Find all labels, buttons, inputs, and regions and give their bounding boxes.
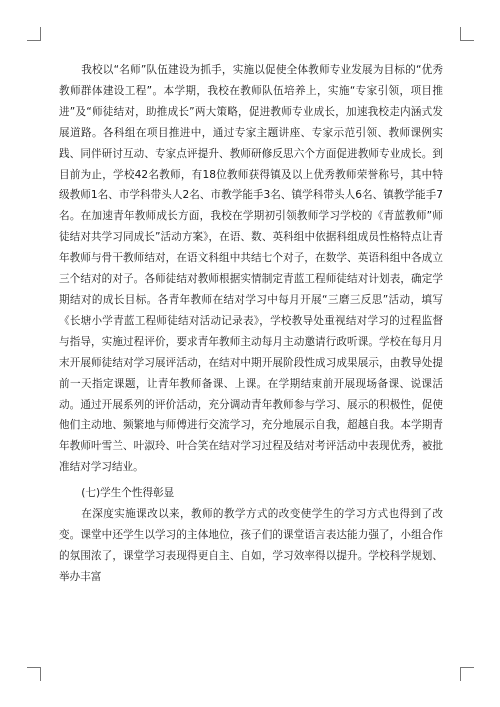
body-paragraph: 在深度实施课改以来，教师的教学方式的改变使学生的学习方式也得到了改变。课堂中还学生以学习的主体地位，孩子们的课堂语言表达能力强了，小组合作的氛围浓了，课堂学习表现得更自主、自如，学习效率得以提升。学校科学规划、举办丰富 [59,508,443,583]
section-heading: (七)学生个性得彰显 [81,487,175,500]
crop-mark-bottom-right [460,667,474,681]
body-paragraph: 我校以“名师”队伍建设为抓手，实施以促使全体教师专业发展为目标的“优秀教师群体建设工程”。本学期，我校在教师队伍培养上，实施“专家引领，项目推进”及“师徒结对，助推成长”两大策略，促进教师专业成长，加速我校走内涵式发展道路。各科组在项目推进中，通过专家主题讲座、专家示范引领、教师课例实践、同伴研讨互动、专家点评提升、教师研修反思六个方面促进教师专业成长。到目前为止，学校42名教师，有18位教师获得镇及以上优秀教师荣誉称号，其中特级教师1名、市学科带头人2名、市教学能手3名、镇学科带头人6名、镇教学能手7名。在加速青年教师成长方面，我校在学期初引领教师学习学校的《青蓝教师”师徒结对共学习同成长”活动方案》，在语、数、英科组中依据科组成员性格特点让青年教师与骨干教师结对，在语文科组中共结七个对子，在数学、英语科组中各成立三个结对的对子。各师徒结对教师根据实情制定青蓝工程师徒结对计划表，确定学期结对的成长目标。各青年教师在结对学习中每月开展“三磨三反思”活动，填写《长塘小学青蓝工程师徒结对活动记录表》，学校教导处重视结对学习的过程监督与指导，实施过程评价，要求青年教师主动每月主动邀请行政听课。学校在每月月末开展师徒结对学习展评活动，在结对中期开展阶段性成习成果展示，由教导处提前一天指定课题，让青年教师备课、上课。在学期结束前开展现场备课、说课活动。通过开展系列的评价活动，充分调动青年教师参与学习、展示的积极性，促使他们主动地、频繁地与师傅进行交流学习，充分地展示自我，超越自我。本学期青年教师叶雪兰、叶淑玲、叶合笑在结对学习过程及结对考评活动中表现优秀，被批准结对学习结业。 [59,64,443,474]
crop-mark-top-left [27,27,41,41]
crop-mark-top-right [460,27,474,41]
crop-mark-bottom-left [27,667,41,681]
document-body [59,60,443,588]
